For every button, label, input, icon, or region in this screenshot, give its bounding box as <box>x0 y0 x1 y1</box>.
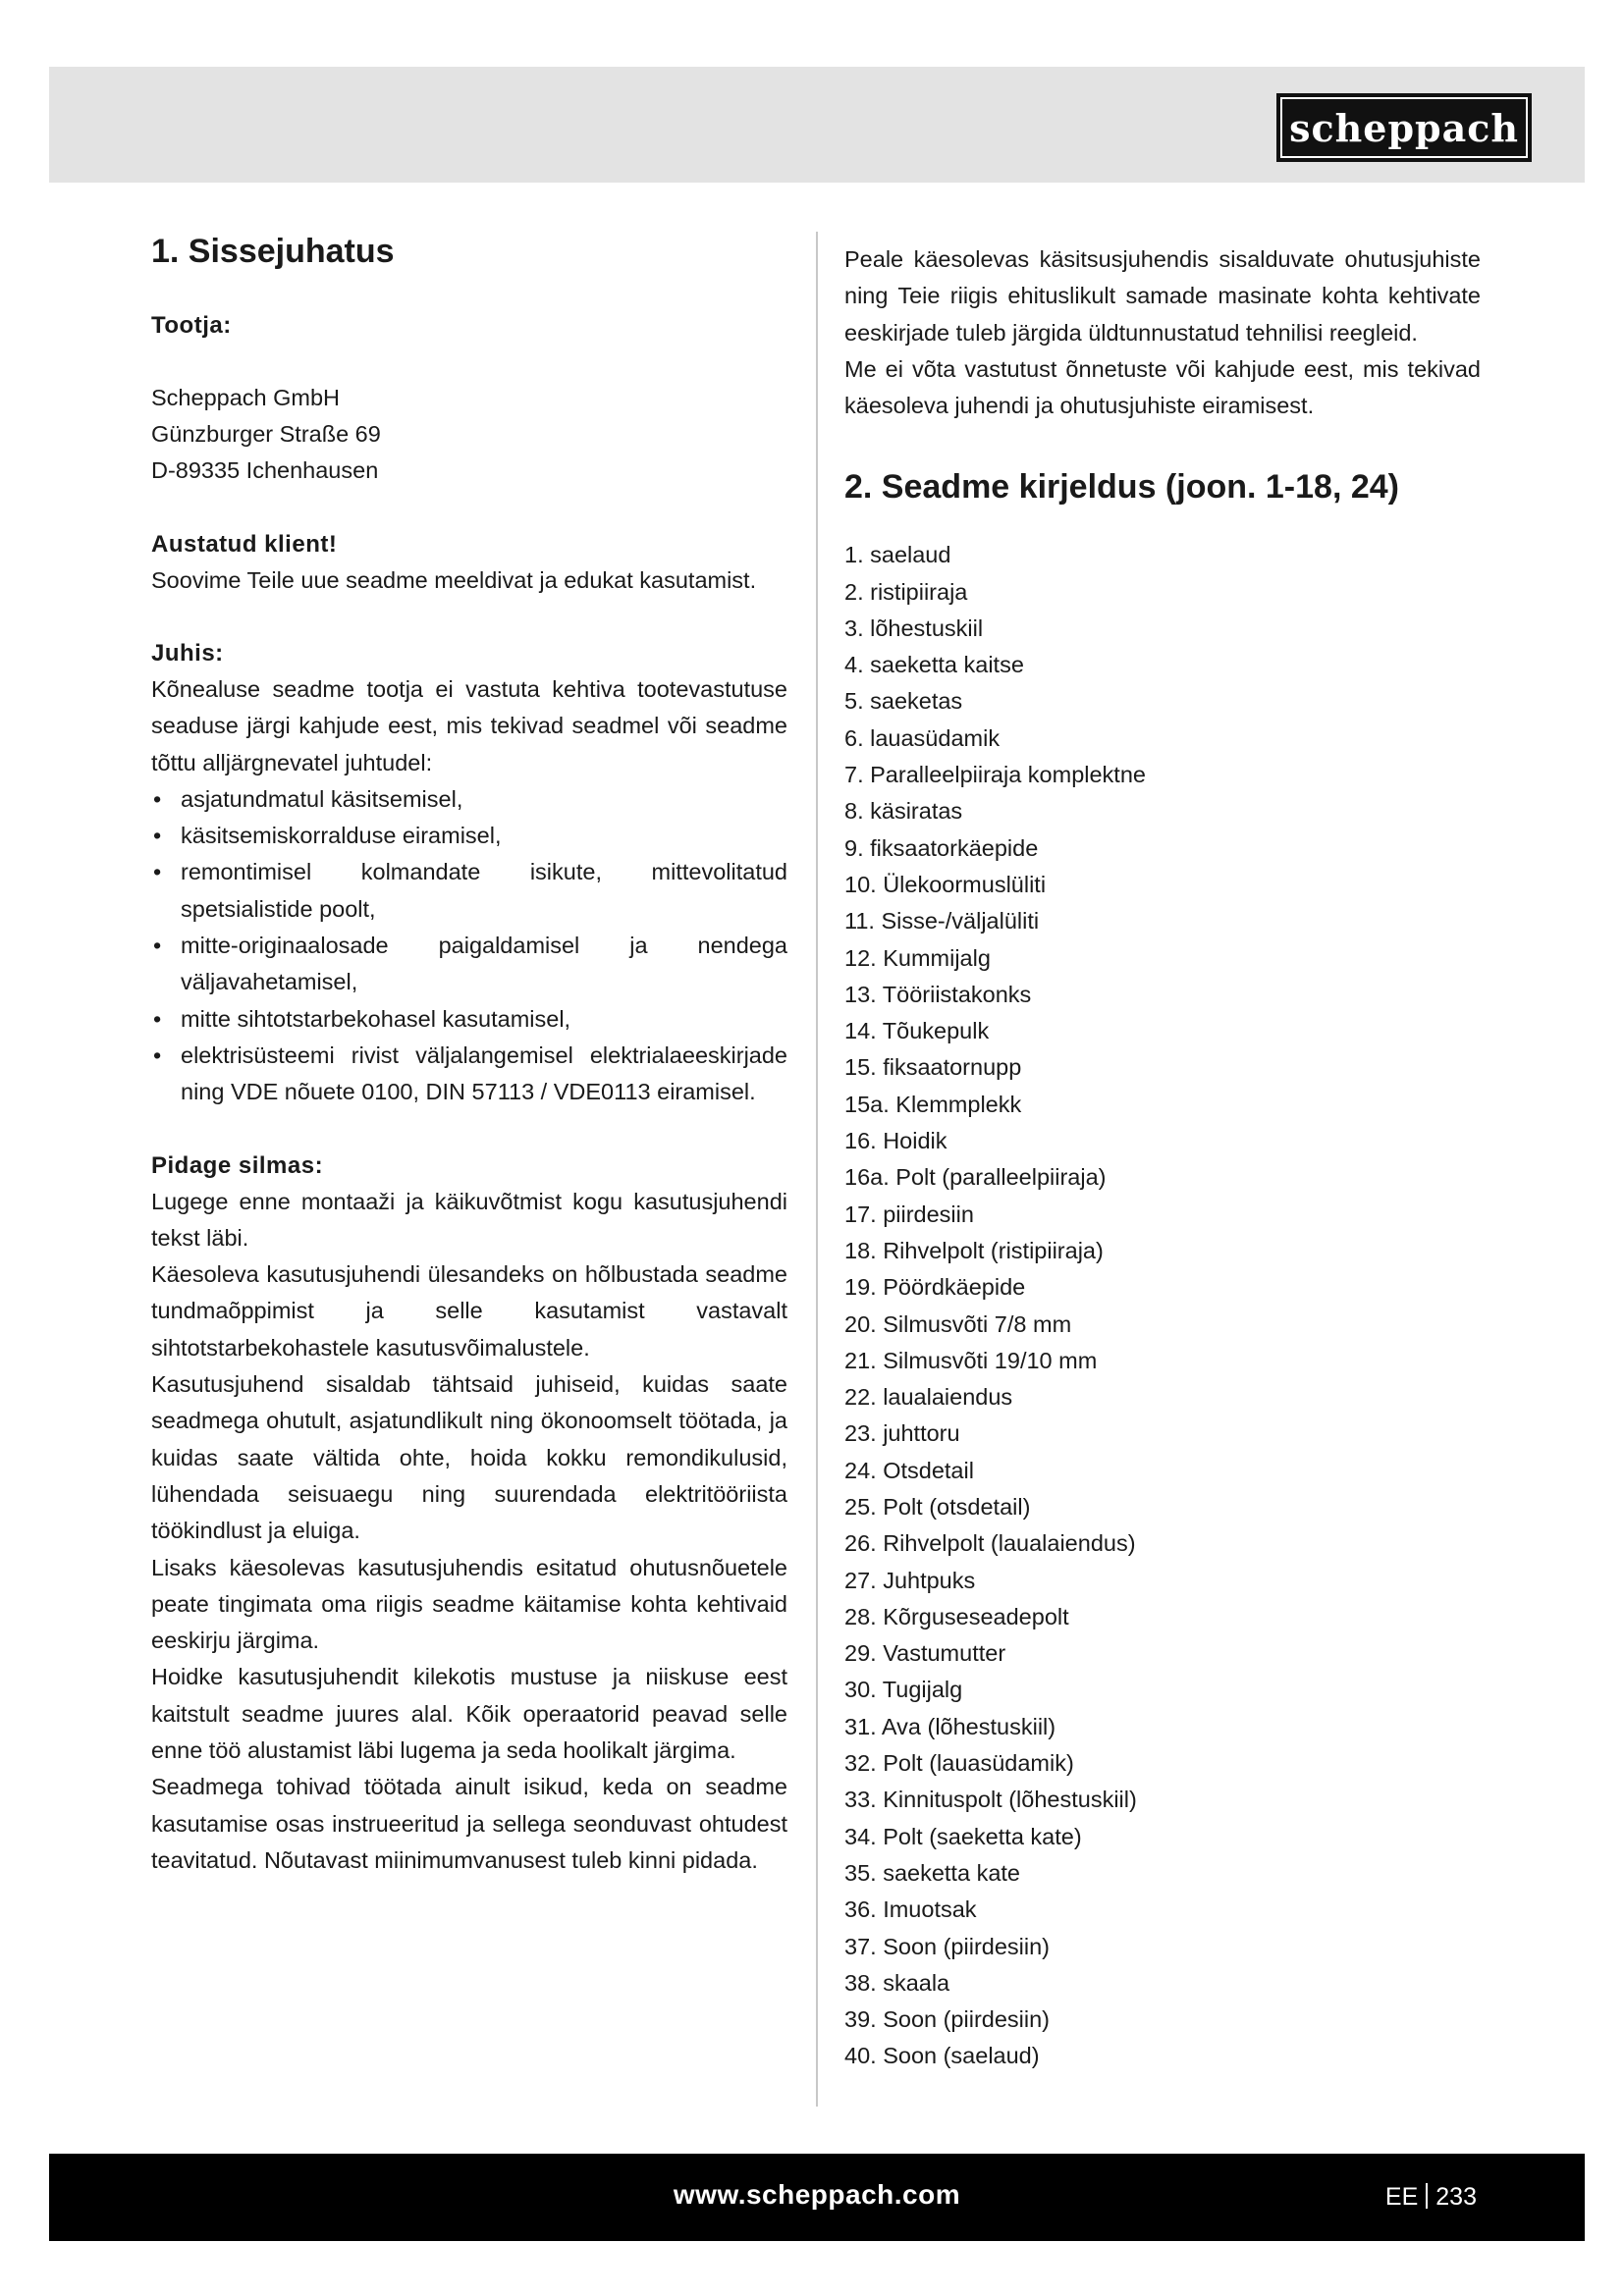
list-item: • mitte-originaalosade paigaldamisel ja nendega väljavahetamisel, <box>151 928 787 1001</box>
list-item: 25. Polt (otsdetail) <box>844 1494 1031 1520</box>
greeting-text: Soovime Teile uue seadme meeldivat ja edukat kasutamist. <box>151 566 757 593</box>
intro-paragraph: Me ei võta vastutust õnnetuste või kahjude eest, mis tekivad käesoleva juhendi ja ohutusjuhiste eiramisest. <box>844 355 1481 419</box>
list-item: • elektrisüsteemi rivist väljalangemisel elektrialaeeskirjade ning VDE nõuete 0100, DIN 57113 / VDE0113 eiramisel. <box>151 1038 787 1111</box>
list-item: 38. skaala <box>844 1969 950 1996</box>
list-item: 4. saeketta kaitse <box>844 652 1024 678</box>
list-item: • asjatundmatul käsitsemisel, <box>151 781 787 818</box>
list-item: 24. Otsdetail <box>844 1457 974 1483</box>
scheppach-logo: scheppach <box>1276 93 1532 162</box>
list-item: • mitte sihtotstarbekohasel kasutamisel, <box>151 1001 787 1038</box>
list-item: 40. Soon (saelaud) <box>844 2043 1040 2069</box>
list-item: 29. Vastumutter <box>844 1640 1006 1667</box>
list-item: 16. Hoidik <box>844 1128 947 1154</box>
list-item: 15a. Klemmplekk <box>844 1091 1022 1117</box>
list-item: 19. Pöördkäepide <box>844 1274 1026 1301</box>
list-item: 36. Imuotsak <box>844 1896 977 1923</box>
list-item: 16a. Polt (paralleelpiiraja) <box>844 1164 1107 1191</box>
address-line: D-89335 Ichenhausen <box>151 457 379 484</box>
section-title-device-description: 2. Seadme kirjeldus (joon. 1-18, 24) <box>844 468 1399 507</box>
list-item: 17. piirdesiin <box>844 1201 974 1227</box>
list-item: 28. Kõrguseseadepolt <box>844 1603 1069 1629</box>
list-item: 5. saeketas <box>844 688 963 715</box>
list-item: 9. fiksaatorkäepide <box>844 834 1039 861</box>
language-code: EE <box>1384 2183 1419 2211</box>
list-item: 39. Soon (piirdesiin) <box>844 2006 1050 2033</box>
website-url: www.scheppach.com <box>673 2179 961 2210</box>
list-item: • käsitsemiskorralduse eiramisel, <box>151 818 787 854</box>
list-item: 6. lauasüdamik <box>844 724 1001 751</box>
list-item: 32. Polt (lauasüdamik) <box>844 1750 1074 1777</box>
header-bar <box>49 67 1585 183</box>
list-item: 7. Paralleelpiiraja komplektne <box>844 762 1146 788</box>
list-item: 23. juhttoru <box>844 1420 960 1447</box>
list-item: • remontimisel kolmandate isikute, mittevolitatud spetsialistide poolt, <box>151 854 787 928</box>
notice-title: Juhis: <box>151 639 224 667</box>
page-separator <box>1426 2183 1428 2209</box>
list-item: 11. Sisse-/väljalüliti <box>844 908 1040 934</box>
list-item: 8. käsiratas <box>844 798 963 825</box>
page-number: 233 <box>1435 2183 1477 2211</box>
address-line: Scheppach GmbH <box>151 384 341 410</box>
list-item: 18. Rihvelpolt (ristipiiraja) <box>844 1237 1104 1263</box>
list-item: 12. Kummijalg <box>844 944 991 971</box>
list-item: 22. laualaiendus <box>844 1384 1013 1411</box>
list-item: 15. fiksaatornupp <box>844 1054 1022 1081</box>
observe-paragraph: Kasutusjuhend sisaldab tähtsaid juhiseid, kuidas saate seadmega ohutult, asjatundlikult ning ökonoomselt töötada, ja kuidas saate vältida ohte, hoida kokku remondikulusid, lühendada seisuaegu ning suurendada elektritööriista töökindlust ja eluiga. <box>151 1371 787 1544</box>
intro-paragraph: Peale käesolevas käsitsusjuhendis sisalduvate ohutusjuhiste ning Teie riigis ehituslikult samade masinate kohta kehtivate eeskirjade tuleb järgida üldtunnustatud tehnilisi reegleid. <box>844 246 1481 346</box>
observe-paragraph: Hoidke kasutusjuhendit kilekotis mustuse ja niiskuse eest kaitstult seadme juures alal. Kõik operaatorid peavad selle enne töö alustamist läbi lugema ja seda hoolikalt järgima. <box>151 1664 787 1763</box>
list-item: 26. Rihvelpolt (laualaiendus) <box>844 1530 1136 1557</box>
observe-paragraph: Lugege enne montaaži ja käikuvõtmist kogu kasutusjuhendi tekst läbi. <box>151 1188 787 1251</box>
observe-paragraph: Seadmega tohivad töötada ainult isikud, keda on seadme kasutamise osas instrueeritud ja sellega seonduvast ohtudest teavitatud. Nõutavast miinimumvanusest tuleb kinni pidada. <box>151 1774 787 1873</box>
observe-paragraph: Lisaks käesolevas kasutusjuhendis esitatud ohutusnõuetele peate tingimata oma riigis seadme käitamise kohta kehtivaid eeskirju järgima. <box>151 1554 787 1654</box>
list-item: 35. saeketta kate <box>844 1859 1020 1886</box>
notice-text: Kõnealuse seadme tootja ei vastuta kehtiva tootevastutuse seaduse järgi kahjude eest, mis tekivad seadmel või seadme tõttu alljärgnevatel juhtudel: <box>151 675 787 775</box>
manufacturer-address <box>151 380 787 490</box>
list-item: 33. Kinnituspolt (lõhestuskiil) <box>844 1787 1137 1813</box>
notice-bullet-list <box>151 781 787 1111</box>
list-item: 10. Ülekoormuslüliti <box>844 871 1047 897</box>
column-divider <box>816 232 818 2107</box>
list-item: 1. saelaud <box>844 542 951 568</box>
parts-list <box>844 537 1481 2074</box>
page-indicator <box>1385 2183 1477 2212</box>
list-item: 27. Juhtpuks <box>844 1567 976 1593</box>
manufacturer-label: Tootja: <box>151 311 232 339</box>
observe-paragraph: Käesoleva kasutusjuhendi ülesandeks on hõlbustada seadme tundmaõppimist ja selle kasutamist vastavalt sihtotstarbekohastele kasutusvõimalustele. <box>151 1261 787 1361</box>
list-item: 21. Silmusvõti 19/10 mm <box>844 1347 1098 1373</box>
greeting-title: Austatud klient! <box>151 530 338 558</box>
right-column <box>844 232 1481 2075</box>
list-item: 13. Tööriistakonks <box>844 981 1032 1007</box>
list-item: 37. Soon (piirdesiin) <box>844 1933 1050 1959</box>
section-title-introduction: 1. Sissejuhatus <box>151 233 395 270</box>
list-item: 20. Silmusvõti 7/8 mm <box>844 1310 1072 1337</box>
footer-bar <box>49 2154 1585 2241</box>
list-item: 3. lõhestuskiil <box>844 614 984 641</box>
list-item: 31. Ava (lõhestuskiil) <box>844 1713 1056 1739</box>
list-item: 34. Polt (saeketta kate) <box>844 1823 1082 1849</box>
list-item: 14. Tõukepulk <box>844 1018 990 1044</box>
list-item: 2. ristipiiraja <box>844 578 968 605</box>
list-item: 30. Tugijalg <box>844 1677 963 1703</box>
address-line: Günzburger Straße 69 <box>151 421 381 448</box>
observe-title: Pidage silmas: <box>151 1151 324 1179</box>
left-column <box>151 232 787 1879</box>
